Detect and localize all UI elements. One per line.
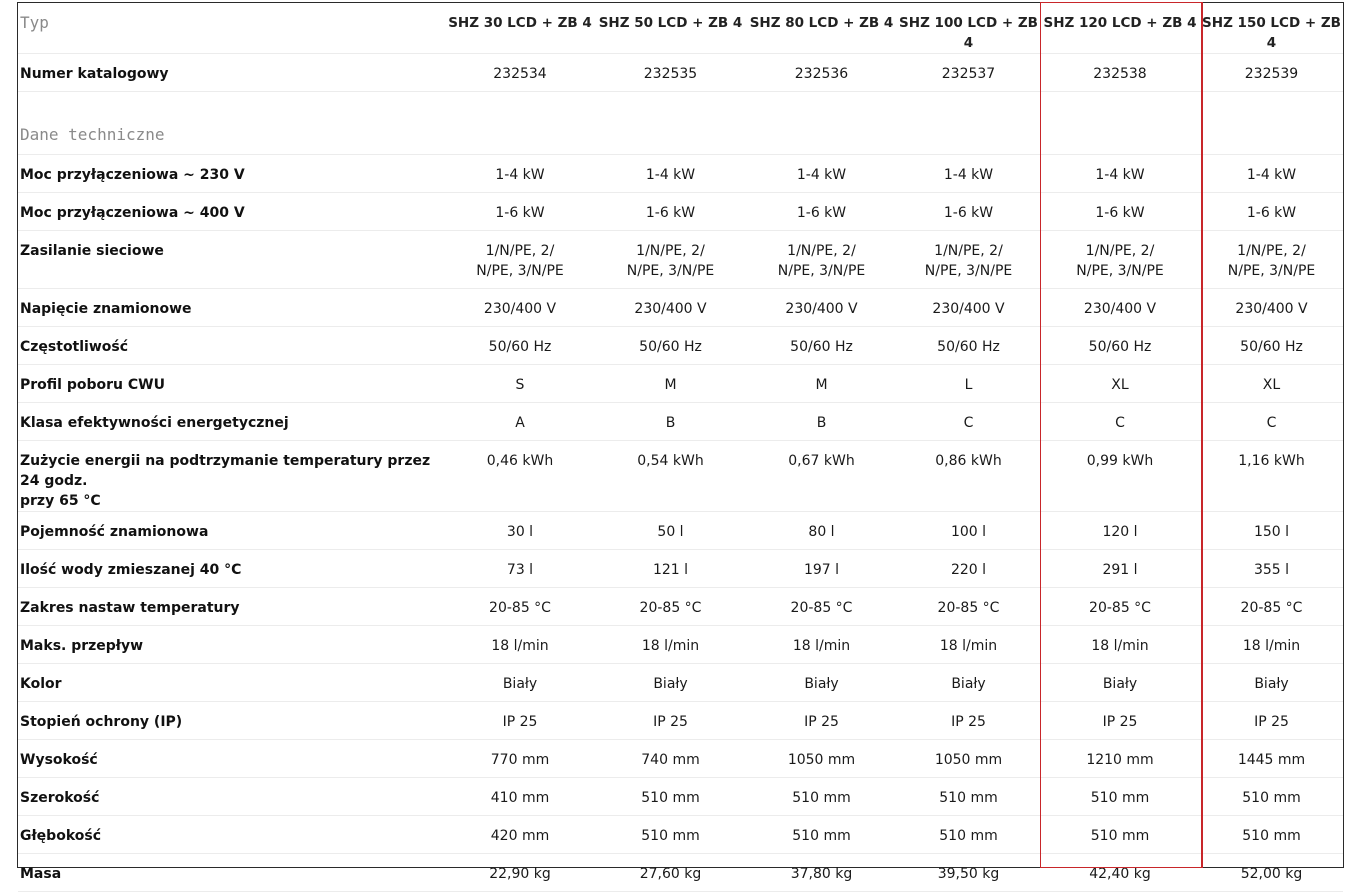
spec-value: 1,16 kWh xyxy=(1238,453,1305,469)
model-header: SHZ 100 LCD + ZB 4 xyxy=(899,15,1038,51)
spec-table xyxy=(18,3,1343,892)
spec-value: 355 l xyxy=(1253,562,1290,578)
spec-value: 1-6 kW xyxy=(943,205,994,221)
spec-value: A xyxy=(515,415,525,431)
spec-value: 420 mm xyxy=(490,828,550,844)
spec-value: C xyxy=(963,415,974,431)
catalog-label: Numer katalogowy xyxy=(20,66,169,82)
spec-value: 42,40 kg xyxy=(1089,866,1151,882)
spec-value: IP 25 xyxy=(653,714,688,730)
spec-label: Moc przyłączeniowa ~ 230 V xyxy=(20,167,245,183)
spec-value: 37,80 kg xyxy=(790,866,853,882)
spec-value: 1445 mm xyxy=(1237,752,1306,768)
catalog-row xyxy=(18,54,1343,92)
typ-header: Typ xyxy=(20,13,49,32)
spec-value: C xyxy=(1115,415,1125,431)
spec-value: B xyxy=(816,415,827,431)
spec-row xyxy=(18,327,1343,365)
spec-label: Zużycie energii na podtrzymanie temperatury przez 24 godz. przy 65 °C xyxy=(20,453,431,509)
spec-value: 20-85 °C xyxy=(790,600,853,616)
spec-value: 0,54 kWh xyxy=(637,453,704,469)
spec-label: Klasa efektywności energetycznej xyxy=(20,415,289,431)
spec-label: Stopień ochrony (IP) xyxy=(20,714,183,730)
section-title: Dane techniczne xyxy=(20,125,165,144)
spec-value: 510 mm xyxy=(792,790,851,806)
spec-value: 230/400 V xyxy=(785,301,858,317)
spec-value: 1-6 kW xyxy=(495,205,545,221)
spec-value: 510 mm xyxy=(641,828,700,844)
spec-value: 1-4 kW xyxy=(495,167,545,183)
spec-value: 1-4 kW xyxy=(645,167,696,183)
spec-value: Biały xyxy=(804,676,839,692)
spec-value: IP 25 xyxy=(1254,714,1289,730)
spec-value: IP 25 xyxy=(804,714,839,730)
spec-value: 770 mm xyxy=(490,752,550,768)
spec-value: 1/N/PE, 2/ N/PE, 3/N/PE xyxy=(626,243,715,279)
spec-value: 22,90 kg xyxy=(489,866,551,882)
spec-value: M xyxy=(664,377,677,393)
spec-row xyxy=(18,816,1343,854)
spec-value: 197 l xyxy=(803,562,840,578)
spec-label: Pojemność znamionowa xyxy=(20,524,209,540)
spec-value: 100 l xyxy=(950,524,987,540)
spec-value: 18 l/min xyxy=(641,638,700,654)
spec-row xyxy=(18,740,1343,778)
model-header: SHZ 30 LCD + ZB 4 xyxy=(448,15,592,31)
spec-value: IP 25 xyxy=(951,714,986,730)
spec-label: Napięcie znamionowe xyxy=(20,301,192,317)
spec-value: 18 l/min xyxy=(1242,638,1301,654)
spec-value: 18 l/min xyxy=(491,638,549,654)
header-row xyxy=(18,3,1343,54)
spec-row xyxy=(18,702,1343,740)
spec-value: 510 mm xyxy=(641,790,700,806)
spec-value: 230/400 V xyxy=(634,301,707,317)
spec-value: 220 l xyxy=(950,562,987,578)
spec-value: 510 mm xyxy=(1242,790,1301,806)
catalog-number: 232535 xyxy=(643,66,698,82)
spec-value: IP 25 xyxy=(1102,714,1138,730)
spec-value: 20-85 °C xyxy=(1089,600,1151,616)
spec-value: 1-6 kW xyxy=(1095,205,1145,221)
spec-row xyxy=(18,550,1343,588)
section-row xyxy=(18,92,1343,155)
spec-value: 50/60 Hz xyxy=(937,339,1000,355)
spec-value: XL xyxy=(1262,377,1281,393)
spec-value: 150 l xyxy=(1253,524,1290,540)
spec-value: Biały xyxy=(951,676,986,692)
spec-value: 1/N/PE, 2/ N/PE, 3/N/PE xyxy=(924,243,1013,279)
spec-value: 121 l xyxy=(652,562,689,578)
spec-value: Biały xyxy=(1254,676,1289,692)
spec-value: 50/60 Hz xyxy=(639,339,702,355)
spec-value: S xyxy=(515,377,525,393)
spec-row xyxy=(18,664,1343,702)
spec-value: 291 l xyxy=(1102,562,1138,578)
spec-value: 1-4 kW xyxy=(943,167,994,183)
spec-value: 1050 mm xyxy=(787,752,856,768)
spec-row xyxy=(18,778,1343,816)
spec-row xyxy=(18,588,1343,626)
spec-value: 50/60 Hz xyxy=(1240,339,1303,355)
spec-value: 510 mm xyxy=(1090,828,1150,844)
spec-value: 18 l/min xyxy=(792,638,851,654)
model-header: SHZ 120 LCD + ZB 4 xyxy=(1043,15,1197,31)
spec-value: 50 l xyxy=(657,524,684,540)
model-header: SHZ 50 LCD + ZB 4 xyxy=(598,15,743,31)
spec-row xyxy=(18,231,1343,289)
spec-value: 50/60 Hz xyxy=(488,339,552,355)
spec-value: Biały xyxy=(653,676,688,692)
spec-value: 1/N/PE, 2/ N/PE, 3/N/PE xyxy=(476,243,564,279)
spec-value: 410 mm xyxy=(490,790,550,806)
spec-value: 510 mm xyxy=(939,828,998,844)
spec-value: 20-85 °C xyxy=(489,600,551,616)
model-header: SHZ 150 LCD + ZB 4 xyxy=(1202,15,1341,51)
spec-value: IP 25 xyxy=(502,714,538,730)
spec-value: C xyxy=(1266,415,1277,431)
spec-label: Zakres nastaw temperatury xyxy=(20,600,240,616)
catalog-number: 232539 xyxy=(1244,66,1299,82)
spec-row xyxy=(18,512,1343,550)
spec-value: 1-6 kW xyxy=(1246,205,1297,221)
spec-value: 1-4 kW xyxy=(1095,167,1145,183)
spec-value: 510 mm xyxy=(1090,790,1150,806)
spec-label: Zasilanie sieciowe xyxy=(20,243,164,259)
model-header: SHZ 80 LCD + ZB 4 xyxy=(749,15,894,31)
spec-value: 20-85 °C xyxy=(1240,600,1303,616)
spec-value: 1-6 kW xyxy=(796,205,847,221)
spec-label: Wysokość xyxy=(20,752,98,768)
spec-value: 1210 mm xyxy=(1086,752,1154,768)
spec-label: Maks. przepływ xyxy=(20,638,144,654)
catalog-number: 232537 xyxy=(941,66,996,82)
spec-row xyxy=(18,403,1343,441)
spec-label: Głębokość xyxy=(20,828,102,844)
spec-label: Częstotliwość xyxy=(20,339,129,355)
spec-value: 1-6 kW xyxy=(645,205,696,221)
spec-value: XL xyxy=(1111,377,1129,393)
spec-label: Ilość wody zmieszanej 40 °C xyxy=(20,562,242,578)
spec-row xyxy=(18,441,1343,512)
spec-row xyxy=(18,854,1343,892)
spec-value: 510 mm xyxy=(939,790,998,806)
spec-value: 120 l xyxy=(1102,524,1138,540)
spec-value: 18 l/min xyxy=(939,638,998,654)
spec-label: Profil poboru CWU xyxy=(20,377,165,393)
spec-value: 18 l/min xyxy=(1091,638,1149,654)
spec-value: 20-85 °C xyxy=(639,600,702,616)
spec-value: Biały xyxy=(1102,676,1138,692)
spec-row xyxy=(18,289,1343,327)
spec-label: Szerokość xyxy=(20,790,100,806)
spec-value: 230/400 V xyxy=(932,301,1005,317)
spec-value: 1/N/PE, 2/ N/PE, 3/N/PE xyxy=(1076,243,1164,279)
spec-value: 1/N/PE, 2/ N/PE, 3/N/PE xyxy=(777,243,866,279)
catalog-number: 232534 xyxy=(493,66,547,82)
spec-value: 1-4 kW xyxy=(1246,167,1297,183)
spec-row xyxy=(18,365,1343,403)
spec-value: 50/60 Hz xyxy=(1088,339,1152,355)
spec-value: 80 l xyxy=(808,524,835,540)
catalog-number: 232538 xyxy=(1093,66,1147,82)
catalog-number: 232536 xyxy=(794,66,849,82)
spec-value: 510 mm xyxy=(792,828,851,844)
spec-value: 230/400 V xyxy=(1235,301,1308,317)
spec-value: L xyxy=(964,377,973,393)
spec-row xyxy=(18,155,1343,193)
spec-value: 230/400 V xyxy=(1083,301,1157,317)
spec-value: 50/60 Hz xyxy=(790,339,853,355)
spec-value: 1-4 kW xyxy=(796,167,847,183)
spec-value: 73 l xyxy=(506,562,534,578)
spec-value: 0,99 kWh xyxy=(1086,453,1154,469)
spec-value: 39,50 kg xyxy=(937,866,1000,882)
spec-value: B xyxy=(665,415,676,431)
spec-label: Kolor xyxy=(20,676,62,692)
spec-value: 0,86 kWh xyxy=(935,453,1002,469)
spec-value: 27,60 kg xyxy=(639,866,702,882)
spec-value: 510 mm xyxy=(1242,828,1301,844)
spec-row xyxy=(18,193,1343,231)
spec-value: M xyxy=(815,377,828,393)
spec-value: 740 mm xyxy=(641,752,700,768)
spec-label: Moc przyłączeniowa ~ 400 V xyxy=(20,205,245,221)
spec-value: 1050 mm xyxy=(934,752,1003,768)
spec-value: 0,67 kWh xyxy=(788,453,855,469)
spec-label: Masa xyxy=(20,866,62,882)
spec-value: 230/400 V xyxy=(483,301,557,317)
spec-value: 20-85 °C xyxy=(937,600,1000,616)
spec-value: 30 l xyxy=(506,524,534,540)
spec-value: 1/N/PE, 2/ N/PE, 3/N/PE xyxy=(1227,243,1316,279)
spec-value: 52,00 kg xyxy=(1240,866,1303,882)
spec-value: Biały xyxy=(502,676,538,692)
spec-value: 0,46 kWh xyxy=(486,453,554,469)
spec-row xyxy=(18,626,1343,664)
